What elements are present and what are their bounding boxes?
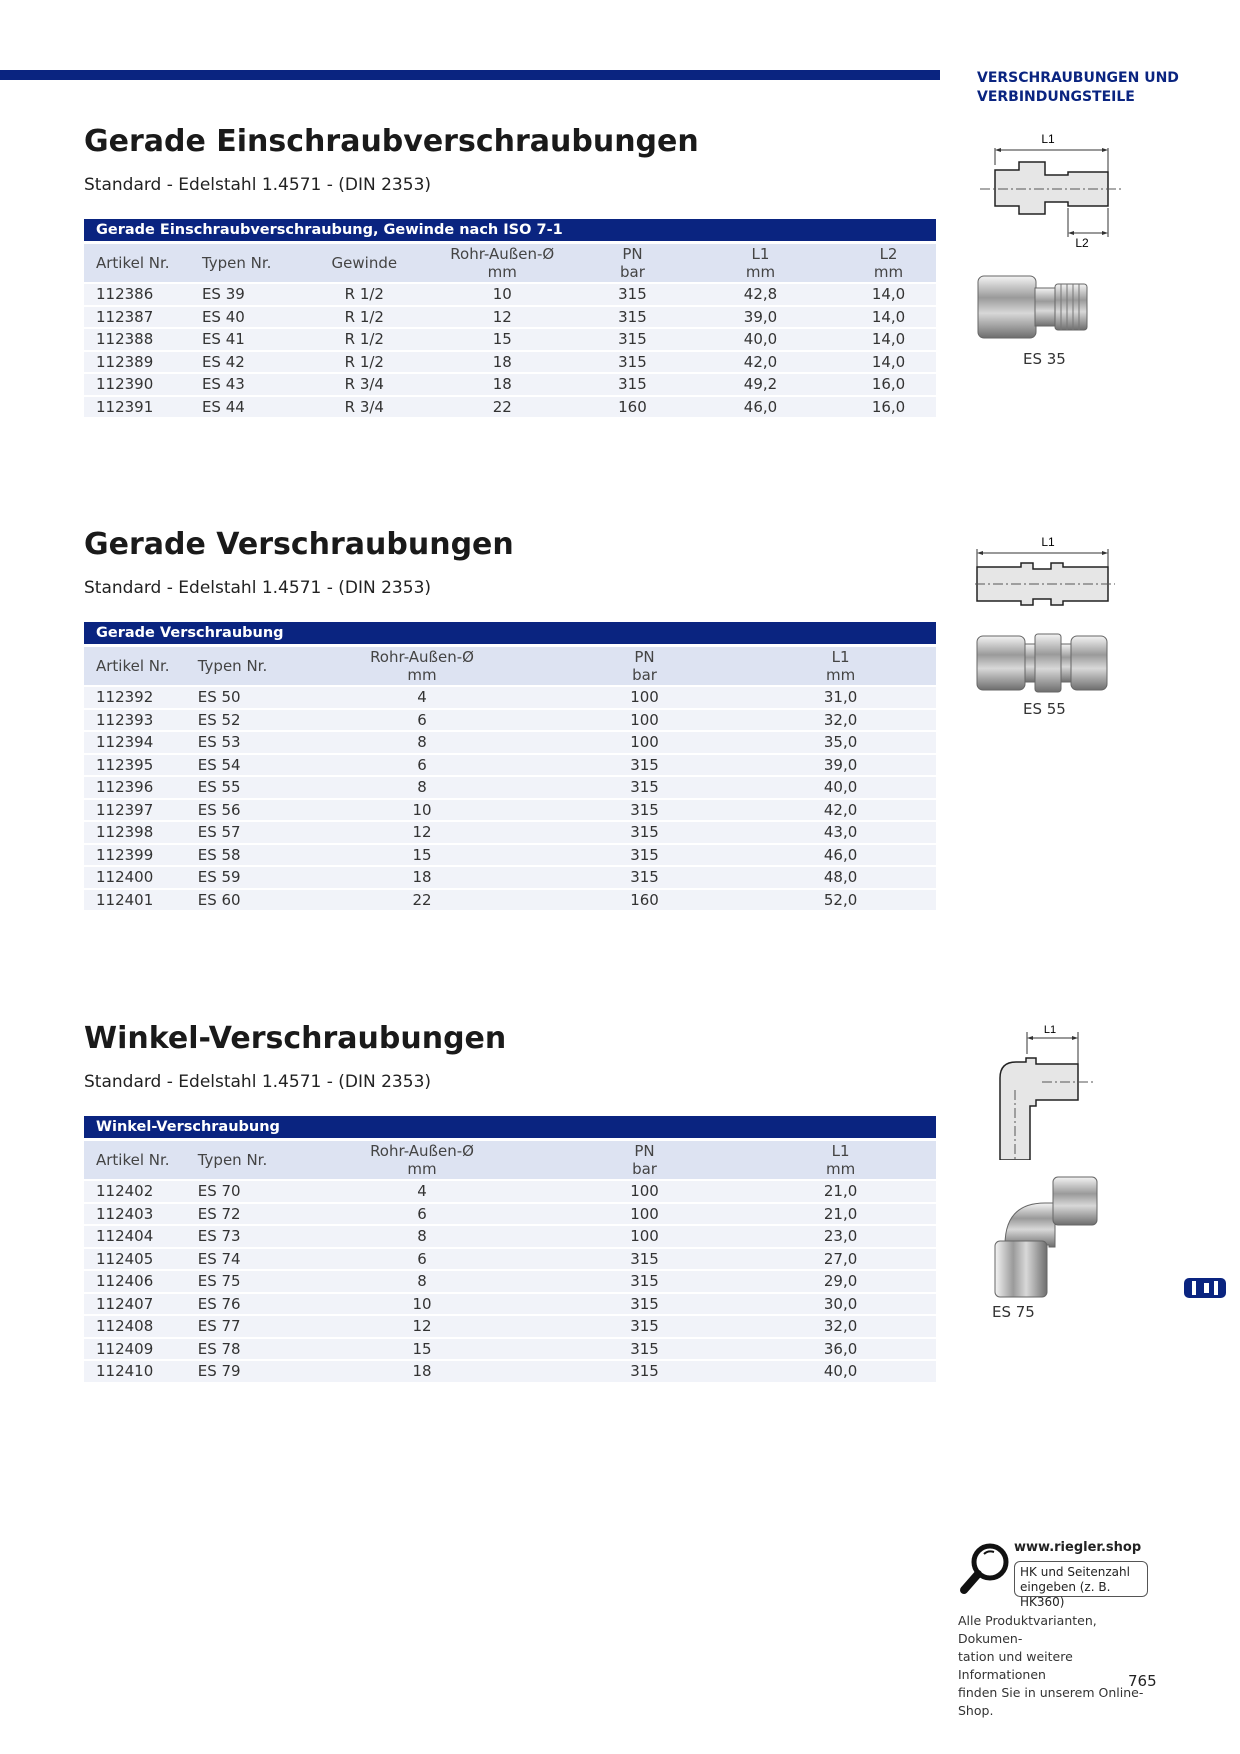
dimension-label-l2: L2 [1075,236,1089,250]
es55-product-photo [975,630,1115,700]
section-subtitle: Standard - Edelstahl 1.4571 - (DIN 2353) [84,175,432,195]
table-cell: 112392 [84,687,186,708]
table-header-row [84,1141,936,1179]
table-cell: ES 75 [186,1271,300,1292]
table-cell: 112396 [84,777,186,798]
table-cell: ES 43 [190,374,309,395]
table-cell: ES 54 [186,755,300,776]
es75-product-photo [985,1175,1105,1305]
table-cell: 315 [544,822,745,843]
table-cell: R 3/4 [309,374,419,395]
table-cell: 315 [544,1271,745,1292]
table-cell: ES 41 [190,329,309,350]
column-header [84,244,190,282]
table-cell: 160 [585,397,680,418]
table-cell: 30,0 [745,1294,936,1315]
table-header-row [84,647,936,685]
table-cell: 315 [544,1339,745,1360]
table-cell: 315 [544,1316,745,1337]
table-row [84,1226,936,1247]
table-cell: 112389 [84,352,190,373]
section-title: Winkel-Verschraubungen [84,1021,507,1056]
table-cell: 315 [544,777,745,798]
winkel-dimension-drawing [990,1020,1100,1160]
column-header [300,1141,544,1179]
table-cell: 315 [544,1249,745,1270]
table-cell: ES 39 [190,284,309,305]
section-gerade [84,525,936,912]
table-row [84,307,936,328]
column-header-unit: bar [632,1160,657,1178]
table-cell: 46,0 [680,397,841,418]
table-cell: ES 73 [186,1226,300,1247]
table-cell: 315 [544,800,745,821]
table-cell: 100 [544,1204,745,1225]
table-cell: 112386 [84,284,190,305]
section-title: Gerade Verschraubungen [84,527,514,562]
table-cell: 18 [419,352,585,373]
table-cell: 112404 [84,1226,186,1247]
photo-caption: ES 55 [1023,700,1066,718]
table-cell: 112395 [84,755,186,776]
category-heading [977,69,1227,107]
table-cell: 112397 [84,800,186,821]
table-row [84,1339,936,1360]
table-cell: 14,0 [841,307,936,328]
table-cell: 15 [419,329,585,350]
page-number: 765 [1128,1672,1157,1690]
column-header [186,647,300,685]
column-header-unit: mm [487,263,517,281]
table-cell: 49,2 [680,374,841,395]
table-row [84,1361,936,1382]
table-cell: 32,0 [745,1316,936,1337]
table-cell: 14,0 [841,352,936,373]
table-cell: 100 [544,1181,745,1202]
magnifier-icon [958,1540,1014,1596]
table-cell: 100 [544,732,745,753]
column-header-label: Typen Nr. [197,657,268,675]
column-header-unit: mm [825,1160,856,1178]
table-cell: 22 [419,397,585,418]
table-cell: ES 60 [186,890,300,911]
table-row [84,845,936,866]
dimension-label-l1: L1 [1041,132,1055,146]
column-header-label: Rohr-Außen-Ø [370,648,474,666]
table-cell: 48,0 [745,867,936,888]
section-subtitle: Standard - Edelstahl 1.4571 - (DIN 2353) [84,578,432,598]
table-cell: 12 [419,307,585,328]
table-cell: 27,0 [745,1249,936,1270]
table-row [84,777,936,798]
table-cell: 12 [300,1316,544,1337]
column-header-label: PN [634,648,655,666]
table-title-bar: Winkel-Verschraubung [84,1116,936,1138]
shop-info-line-2: tation und weitere Informationen [958,1649,1073,1682]
table-cell: 10 [300,1294,544,1315]
table-cell: ES 74 [186,1249,300,1270]
column-header [544,647,745,685]
column-header-label: Rohr-Außen-Ø [370,1142,474,1160]
column-header-unit: mm [407,666,437,684]
shop-hint-box [1014,1561,1148,1609]
table-cell: 8 [300,777,544,798]
table-cell: 36,0 [745,1339,936,1360]
table-cell: 23,0 [745,1226,936,1247]
table-cell: 14,0 [841,329,936,350]
section-subtitle: Standard - Edelstahl 1.4571 - (DIN 2353) [84,1072,432,1092]
table-cell: R 1/2 [309,352,419,373]
column-header [585,244,680,282]
column-header-unit: bar [620,263,645,281]
product-table [84,645,936,912]
table-cell: 8 [300,732,544,753]
table-cell: 6 [300,1204,544,1225]
table-cell: 315 [585,352,680,373]
table-row [84,397,936,418]
column-header-label: L2 [879,245,898,263]
table-row [84,329,936,350]
column-header [84,647,186,685]
table-cell: 42,8 [680,284,841,305]
column-header-label: L1 [751,245,770,263]
table-cell: 32,0 [745,710,936,731]
shop-hint-line-2: eingeben (z. B. HK360) [1020,1580,1111,1609]
dimension-label-l1: L1 [1041,535,1055,549]
table-cell: ES 70 [186,1181,300,1202]
table-row [84,687,936,708]
table-cell: 315 [544,845,745,866]
table-cell: ES 56 [186,800,300,821]
table-cell: ES 58 [186,845,300,866]
table-cell: ES 50 [186,687,300,708]
category-line-2: VERBINDUNGSTEILE [977,89,1135,105]
column-header-label: Gewinde [331,254,398,272]
column-header-label: L1 [831,648,850,666]
table-row [84,867,936,888]
table-cell: 315 [585,374,680,395]
table-title-bar: Gerade Verschraubung [84,622,936,644]
table-cell: ES 44 [190,397,309,418]
table-cell: 10 [419,284,585,305]
table-cell: 8 [300,1226,544,1247]
table-row [84,1271,936,1292]
table-cell: ES 52 [186,710,300,731]
column-header [84,1141,186,1179]
table-cell: R 3/4 [309,397,419,418]
column-header-label: PN [622,245,643,263]
table-cell: 14,0 [841,284,936,305]
table-cell: 315 [544,1294,745,1315]
table-cell: 112394 [84,732,186,753]
table-cell: 16,0 [841,374,936,395]
table-cell: 15 [300,845,544,866]
dimension-label-l1: L1 [1043,1024,1057,1036]
table-cell: 100 [544,1226,745,1247]
table-cell: 29,0 [745,1271,936,1292]
photo-caption: ES 35 [1023,350,1066,368]
table-row [84,1249,936,1270]
table-cell: 112407 [84,1294,186,1315]
table-cell: 40,0 [745,777,936,798]
top-accent-bar [0,70,940,80]
column-header-unit: mm [407,1160,437,1178]
table-row [84,800,936,821]
column-header-label: PN [634,1142,655,1160]
table-cell: 40,0 [745,1361,936,1382]
column-header [745,647,936,685]
table-cell: ES 77 [186,1316,300,1337]
table-cell: ES 55 [186,777,300,798]
table-row [84,890,936,911]
table-cell: 6 [300,755,544,776]
table-cell: R 1/2 [309,284,419,305]
table-cell: 112390 [84,374,190,395]
section-einschraub [84,122,936,419]
einschraub-dimension-drawing [975,130,1125,250]
table-cell: 42,0 [745,800,936,821]
table-cell: 315 [585,284,680,305]
column-header-unit: mm [873,263,904,281]
table-cell: 31,0 [745,687,936,708]
table-cell: 15 [300,1339,544,1360]
table-cell: 21,0 [745,1181,936,1202]
column-header [680,244,841,282]
column-header-unit: bar [632,666,657,684]
column-header-label: Artikel Nr. [96,657,170,675]
table-header-row [84,244,936,282]
table-cell: 112406 [84,1271,186,1292]
column-header [309,244,419,282]
column-header-label: Artikel Nr. [96,254,170,272]
table-row [84,374,936,395]
table-cell: 18 [419,374,585,395]
table-cell: ES 72 [186,1204,300,1225]
table-cell: 21,0 [745,1204,936,1225]
table-cell: 40,0 [680,329,841,350]
table-cell: 16,0 [841,397,936,418]
column-header-label: L1 [831,1142,850,1160]
table-cell: 112402 [84,1181,186,1202]
table-row [84,1181,936,1202]
column-header-label: Typen Nr. [197,1151,268,1169]
shop-info-line-3: finden Sie in unserem Online-Shop. [958,1685,1144,1718]
table-cell: 315 [544,867,745,888]
table-cell: ES 79 [186,1361,300,1382]
gerade-dimension-drawing [975,533,1125,613]
column-header-label: Rohr-Außen-Ø [450,245,555,263]
table-row [84,732,936,753]
column-header [841,244,936,282]
product-table [84,1139,936,1384]
table-cell: 112400 [84,867,186,888]
table-cell: 42,0 [680,352,841,373]
category-line-1: VERSCHRAUBUNGEN UND [977,70,1179,86]
table-cell: 160 [544,890,745,911]
table-cell: 4 [300,1181,544,1202]
table-cell: ES 42 [190,352,309,373]
table-row [84,1204,936,1225]
table-cell: 100 [544,710,745,731]
column-header [419,244,585,282]
table-cell: 112401 [84,890,186,911]
table-cell: 112398 [84,822,186,843]
section-title: Gerade Einschraubverschraubungen [84,124,699,159]
table-cell: 46,0 [745,845,936,866]
table-cell: 43,0 [745,822,936,843]
table-cell: 8 [300,1271,544,1292]
table-cell: ES 59 [186,867,300,888]
table-cell: 18 [300,1361,544,1382]
column-header-unit: mm [825,666,856,684]
table-row [84,1316,936,1337]
shop-url-link[interactable]: www.riegler.shop [1014,1540,1142,1555]
table-cell: 112403 [84,1204,186,1225]
table-row [84,710,936,731]
table-cell: ES 78 [186,1339,300,1360]
table-row [84,755,936,776]
column-header [745,1141,936,1179]
shop-hint-line-1: HK und Seitenzahl [1020,1565,1130,1579]
table-cell: 12 [300,822,544,843]
table-cell: 52,0 [745,890,936,911]
photo-caption: ES 75 [992,1303,1035,1321]
column-header [190,244,309,282]
fitting-category-icon [1184,1275,1226,1301]
table-cell: 100 [544,687,745,708]
table-cell: 112409 [84,1339,186,1360]
column-header [186,1141,300,1179]
table-row [84,1294,936,1315]
table-cell: 4 [300,687,544,708]
table-cell: 112410 [84,1361,186,1382]
table-cell: 112399 [84,845,186,866]
table-cell: 112405 [84,1249,186,1270]
table-cell: 22 [300,890,544,911]
table-cell: 112387 [84,307,190,328]
column-header [544,1141,745,1179]
table-cell: R 1/2 [309,307,419,328]
table-row [84,352,936,373]
table-cell: 315 [544,755,745,776]
es35-product-photo [975,272,1115,352]
table-cell: 6 [300,1249,544,1270]
table-cell: 112388 [84,329,190,350]
table-cell: ES 40 [190,307,309,328]
table-cell: 315 [585,329,680,350]
table-cell: 39,0 [680,307,841,328]
table-cell: 18 [300,867,544,888]
column-header [300,647,544,685]
table-cell: 35,0 [745,732,936,753]
product-table [84,242,936,419]
table-cell: 39,0 [745,755,936,776]
table-cell: 112393 [84,710,186,731]
table-row [84,284,936,305]
section-winkel [84,1019,936,1384]
table-cell: ES 57 [186,822,300,843]
table-cell: 112408 [84,1316,186,1337]
column-header-unit: mm [745,263,776,281]
column-header-label: Typen Nr. [201,254,272,272]
column-header-label: Artikel Nr. [96,1151,170,1169]
shop-info-line-1: Alle Produktvarianten, Dokumen- [958,1613,1097,1646]
table-row [84,822,936,843]
table-cell: 6 [300,710,544,731]
shop-info-text [958,1612,1158,1720]
table-cell: 315 [585,307,680,328]
table-cell: 10 [300,800,544,821]
table-title-bar: Gerade Einschraubverschraubung, Gewinde nach ISO 7-1 [84,219,936,241]
table-cell: 315 [544,1361,745,1382]
table-cell: ES 53 [186,732,300,753]
table-cell: R 1/2 [309,329,419,350]
table-cell: 112391 [84,397,190,418]
table-cell: ES 76 [186,1294,300,1315]
